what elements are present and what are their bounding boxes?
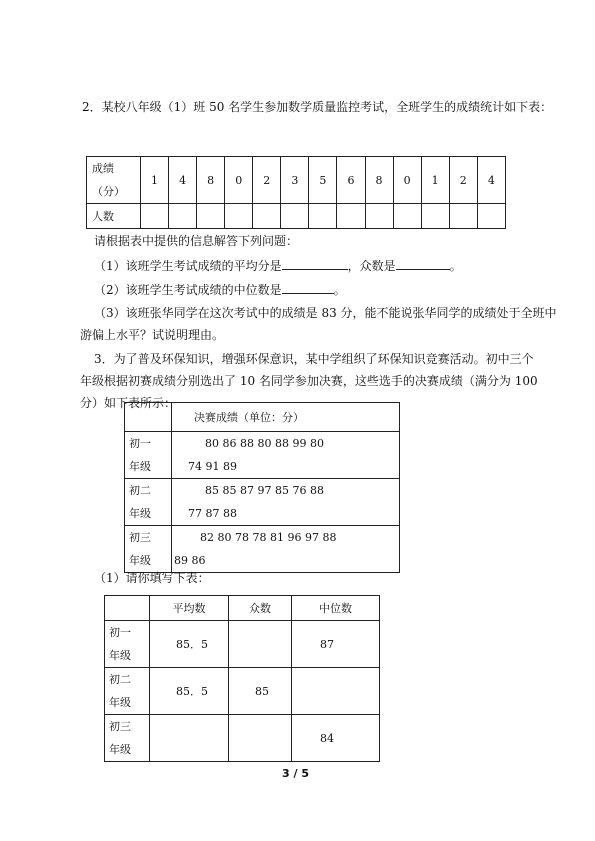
scores-line: 80 86 88 80 88 99 80 [205,437,324,450]
table-row [105,621,380,668]
corner-cell [105,596,150,621]
mode-cell [229,621,292,668]
grade-cell [125,432,172,479]
q2-prompt: 请根据表中提供的信息解答下列问题： [94,234,299,248]
score-cell: 3 [281,157,309,204]
grade-label: 年级 [129,460,151,473]
grade-label: 初一 [129,437,151,450]
q3-intro-line2: 年级根据初赛成绩分别选出了 10 名同学参加决赛，这些选手的决赛成绩（满分为 100 [80,374,538,388]
count-cell [449,204,477,229]
score-cell: 2 [253,157,281,204]
score-cell: 5 [309,157,337,204]
scores-cell [172,432,400,479]
table-row [125,432,400,479]
grade-cell [105,668,150,715]
median-cell: 84 [292,715,380,762]
score-header-line2: （分） [92,185,125,198]
q3-intro-line3: 分）如下表所示： [80,396,177,410]
table-row [87,157,506,204]
score-cell: 4 [477,157,505,204]
table-row [125,526,400,573]
page-number: 3 / 5 [282,767,309,780]
scores-cell [172,526,400,573]
q2-sub3-line2: 游偏上水平？试说明理由。 [80,328,225,342]
q2-sub1 [94,257,462,274]
count-cell [281,204,309,229]
scores-line: 89 86 [174,554,206,567]
scores-cell [172,479,400,526]
grade-cell [125,479,172,526]
score-cell: 2 [449,157,477,204]
q2-sub1-end: 。 [449,259,462,273]
q2-intro: 2．某校八年级（1）班 50 名学生参加数学质量监控考试，全班学生的成绩统计如下表： [82,100,553,114]
header-mean: 平均数 [150,596,229,621]
grade-label: 初三 [109,720,131,733]
table-row [105,596,380,621]
q2-sub2-text: （2）该班学生考试成绩的中位数是 [94,283,282,297]
grade-label: 年级 [109,696,131,709]
grade-label: 年级 [109,649,131,662]
table-row [105,715,380,762]
q2-sub1-text: （1）该班学生考试成绩的平均分是 [94,259,282,273]
median-cell: 87 [292,621,380,668]
grade-cell [105,621,150,668]
grade-label: 年级 [129,554,151,567]
stats-table [104,595,380,762]
mean-cell: 85．5 [150,668,229,715]
table-row [105,668,380,715]
count-cell [477,204,505,229]
median-answer-blank [282,281,334,294]
grade-label: 年级 [129,507,151,520]
grade-label: 初二 [109,673,131,686]
count-cell [421,204,449,229]
mode-answer-blank [396,257,450,270]
corner-cell [125,403,172,432]
table-row [87,204,506,229]
count-cell [197,204,225,229]
mode-cell: 85 [229,668,292,715]
header-mode: 众数 [229,596,292,621]
median-cell [292,668,380,715]
table-row [125,403,400,432]
score-table-header: 决赛成绩（单位：分） [172,403,400,432]
grade-cell [105,715,150,762]
count-cell [393,204,421,229]
score-cell: 1 [141,157,169,204]
q2-sub1-mode-text: ，众数是 [347,259,396,273]
q3-intro-line1: 3．为了普及环保知识，增强环保意识，某中学组织了环保知识竞赛活动。初中三个 [94,352,534,366]
table-row [125,479,400,526]
score-count-table [86,156,506,229]
score-cell: 1 [421,157,449,204]
grade-cell [125,526,172,573]
count-cell [337,204,365,229]
count-cell [169,204,197,229]
mean-cell [150,715,229,762]
scores-line: 77 87 88 [188,507,237,520]
scores-line: 74 91 89 [188,460,237,473]
count-cell [253,204,281,229]
score-cell: 4 [169,157,197,204]
score-cell: 8 [197,157,225,204]
header-median: 中位数 [292,596,380,621]
q2-sub3-line1: （3）该班张华同学在这次考试中的成绩是 83 分，能不能说张华同学的成绩处于全班中 [94,306,557,320]
grade-label: 初二 [129,484,151,497]
count-cell [365,204,393,229]
grade-label: 年级 [109,743,131,756]
score-cell: 6 [337,157,365,204]
count-cell [225,204,253,229]
score-header-line1: 成绩 [92,162,114,175]
count-cell [309,204,337,229]
q2-sub2-end: 。 [333,283,346,297]
count-label-cell: 人数 [87,204,141,229]
score-cell: 0 [393,157,421,204]
final-score-table [124,402,400,573]
score-header-cell [87,157,141,204]
q2-sub2 [94,281,346,298]
score-cell: 8 [365,157,393,204]
scores-line: 85 85 87 97 85 76 88 [205,484,324,497]
mean-cell: 85．5 [150,621,229,668]
grade-label: 初三 [129,531,151,544]
count-cell [141,204,169,229]
q3-fill-prompt: （1）请你填写下表： [94,571,210,585]
scores-line: 82 80 78 78 81 96 97 88 [200,531,337,544]
mode-cell [229,715,292,762]
mean-answer-blank [282,257,348,270]
score-cell: 0 [225,157,253,204]
grade-label: 初一 [109,626,131,639]
